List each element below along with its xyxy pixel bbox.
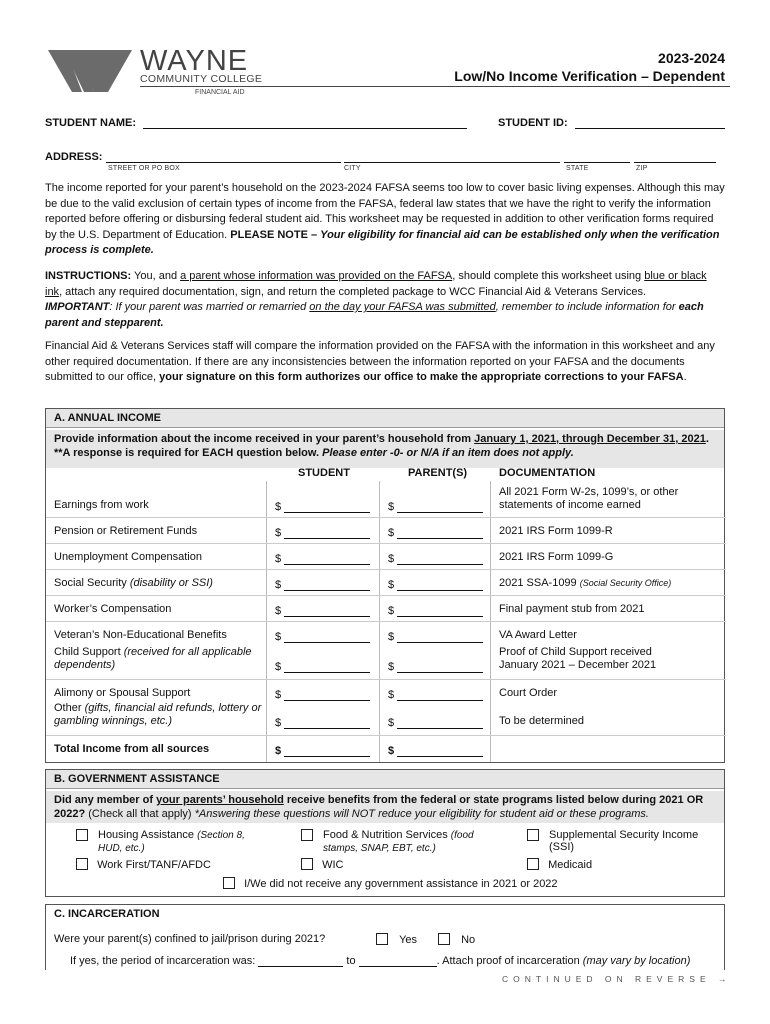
instructions-text-1: You, and bbox=[134, 270, 178, 282]
wayne-logo-icon bbox=[48, 48, 134, 94]
parent-veterans-input[interactable]: $ bbox=[388, 631, 483, 643]
instructions-underline-1: a parent whose information was provided on the FAFSA bbox=[180, 270, 453, 282]
option-housing[interactable] bbox=[76, 829, 256, 855]
instructions-label: INSTRUCTIONS: bbox=[45, 270, 132, 282]
important-text-1: : If your parent was married or remarried bbox=[109, 301, 307, 313]
section-b-q-2: receive benefits from the federal or state programs listed below during 2021 OR 2022? bbox=[54, 794, 704, 820]
student-veterans-input[interactable]: $ bbox=[275, 631, 370, 643]
food-detail: (food stamps, SNAP, EBT, etc.) bbox=[323, 830, 474, 854]
form-title: Low/No Income Verification – Dependent bbox=[454, 68, 725, 84]
row-label: Alimony or Spousal Support bbox=[54, 687, 191, 699]
student-name-line[interactable] bbox=[143, 117, 467, 129]
col-parents: PARENT(S) bbox=[408, 467, 468, 479]
section-annual-income bbox=[45, 408, 725, 763]
no-label: No bbox=[461, 934, 476, 946]
income-row-workers-comp bbox=[46, 595, 726, 621]
section-b-q-italic: *Answering these questions will NOT reduce your eligibility for student aid or these programs. bbox=[194, 808, 649, 820]
section-a-desc-dates: January 1, 2021, through December 31, 2021 bbox=[474, 433, 706, 445]
address-label: ADDRESS: bbox=[45, 151, 103, 163]
zip-line[interactable] bbox=[634, 151, 716, 163]
student-name-field[interactable] bbox=[45, 117, 467, 129]
section-b-q-3: (Check all that apply) bbox=[88, 808, 192, 820]
row-doc: VA Award Letter bbox=[499, 629, 577, 641]
student-pension-input[interactable]: $ bbox=[275, 527, 370, 539]
period-italic: (may vary by location) bbox=[582, 955, 691, 967]
student-unemployment-input[interactable]: $ bbox=[275, 553, 370, 565]
housing-detail: (Section 8, HUD, etc.) bbox=[98, 830, 245, 854]
section-a-title: A. ANNUAL INCOME bbox=[46, 409, 724, 428]
ssi-checkbox[interactable] bbox=[527, 829, 539, 841]
important-underline: on the day your FAFSA was submitted bbox=[309, 301, 496, 313]
row-label: Worker’s Compensation bbox=[54, 603, 172, 615]
city-caption: CITY bbox=[344, 165, 361, 172]
student-workers-comp-input[interactable]: $ bbox=[275, 605, 370, 617]
state-caption: STATE bbox=[566, 165, 589, 172]
instructions-underline-2: blue or black ink bbox=[45, 270, 707, 298]
row-label: Social Security (disability or SSI) bbox=[54, 577, 213, 589]
student-total-input[interactable]: $ bbox=[275, 745, 370, 757]
period-start-input[interactable] bbox=[258, 955, 343, 967]
period-label: If yes, the period of incarceration was: bbox=[70, 955, 256, 967]
ssi-label: Supplemental Security Income (SSI) bbox=[549, 829, 699, 853]
department-name: FINANCIAL AID bbox=[195, 89, 245, 96]
section-a-desc-2: . **A response is required for EACH question below. bbox=[54, 433, 709, 459]
student-id-label: STUDENT ID: bbox=[498, 117, 568, 129]
section-c-title: C. INCARCERATION bbox=[46, 905, 724, 923]
state-line[interactable] bbox=[564, 151, 630, 163]
income-row-other bbox=[46, 703, 726, 733]
yes-label: Yes bbox=[399, 934, 418, 946]
section-a-desc-1: Provide information about the income received in your parent’s household from bbox=[54, 433, 472, 445]
tanf-label: Work First/TANF/AFDC bbox=[97, 859, 211, 871]
option-wic[interactable] bbox=[301, 858, 343, 871]
col-documentation: DOCUMENTATION bbox=[499, 467, 596, 479]
section-b-title: B. GOVERNMENT ASSISTANCE bbox=[46, 770, 724, 789]
income-row-unemployment bbox=[46, 543, 726, 569]
col-student: STUDENT bbox=[298, 467, 350, 479]
street-line[interactable] bbox=[106, 151, 341, 163]
student-id-field[interactable] bbox=[498, 117, 725, 129]
option-ssi[interactable] bbox=[527, 829, 717, 853]
student-child-support-input[interactable]: $ bbox=[275, 661, 370, 673]
parent-ss-input[interactable]: $ bbox=[388, 579, 483, 591]
student-id-line[interactable] bbox=[575, 117, 725, 129]
section-a-desc-italic: Please enter -0- or N/A if an item does not apply. bbox=[322, 447, 574, 459]
student-other-input[interactable]: $ bbox=[275, 717, 370, 729]
row-label: Unemployment Compensation bbox=[54, 551, 202, 563]
student-name-label: STUDENT NAME: bbox=[45, 117, 137, 129]
option-none[interactable] bbox=[223, 877, 558, 890]
income-row-earnings bbox=[46, 486, 726, 517]
college-name: WAYNE bbox=[140, 45, 249, 77]
parent-earnings-input[interactable]: $ bbox=[388, 501, 483, 513]
continued-on-reverse: CONTINUED ON REVERSE → bbox=[502, 974, 732, 984]
option-medicaid[interactable] bbox=[527, 858, 592, 871]
comparison-text: Financial Aid & Veterans Services staff will compare the information provided on the FAFSA with the information in this worksheet and any other required documentation. If there are any inconsistencies between the information reported on your FAFSA and the documents submitted to our office, bbox=[45, 340, 715, 383]
section-b-q-1: Did any member of bbox=[54, 794, 154, 806]
row-doc: 2021 SSA-1099 (Social Security Office) bbox=[499, 577, 672, 589]
option-food[interactable] bbox=[301, 829, 501, 855]
parent-other-input[interactable]: $ bbox=[388, 717, 483, 729]
income-row-veterans bbox=[46, 621, 726, 647]
food-checkbox[interactable] bbox=[301, 829, 313, 841]
medicaid-label: Medicaid bbox=[548, 859, 593, 871]
instructions-text-2: , should complete this worksheet using bbox=[452, 270, 642, 282]
college-subtitle: COMMUNITY COLLEGE bbox=[140, 73, 263, 85]
section-b-q-household: your parents’ household bbox=[156, 794, 284, 806]
row-label: Child Support (received for all applicable dependents) bbox=[54, 646, 252, 671]
comparison-bold: your signature on this form authorizes our office to make the appropriate corrections to your FAFSA bbox=[159, 371, 684, 383]
period-attach: . Attach proof of incarceration bbox=[436, 955, 580, 967]
instructions-text-3: , attach any required documentation, sign, and return the completed package to WCC Financial Aid & Veterans Services. bbox=[59, 285, 647, 298]
none-checkbox[interactable] bbox=[223, 877, 235, 889]
row-label: Pension or Retirement Funds bbox=[54, 525, 198, 537]
header-rule bbox=[140, 86, 730, 87]
row-doc: Court Order bbox=[499, 687, 558, 699]
food-label: Food & Nutrition Services bbox=[323, 829, 448, 841]
period-to: to bbox=[346, 955, 356, 967]
intro-text: The income reported for your parent’s household on the 2023-2024 FAFSA seems too low to cover basic living expenses. Although this may be due to the valid exclusion of certain types of income from the FAFSA, federal law states that we have the right to verify the information reported before offering or disbursing federal student aid. This worksheet may be requested in addition to other verification forms required by the U.S. Department of Education. bbox=[45, 182, 725, 241]
intro-note-label: PLEASE NOTE – bbox=[230, 228, 318, 241]
comparison-paragraph: Financial Aid & Veterans Services staff will compare the information provided on the FAFSA with the information in this worksheet and any other required documentation. If there are any inconsistencies between the information reported on your FAFSA and the documents submitted to our office, your signature on this form authorizes our office to make the appropriate corrections to your FAFSA. bbox=[45, 340, 715, 383]
income-row-child-support bbox=[46, 645, 726, 677]
section-a-description bbox=[46, 430, 724, 468]
parent-total-input[interactable]: $ bbox=[388, 745, 483, 757]
section-government-assistance bbox=[45, 769, 725, 897]
city-line[interactable] bbox=[344, 151, 560, 163]
row-doc: 2021 IRS Form 1099-G bbox=[499, 551, 614, 563]
parent-unemployment-input[interactable]: $ bbox=[388, 553, 483, 565]
instructions-paragraph bbox=[45, 269, 725, 331]
student-ss-input[interactable]: $ bbox=[275, 579, 370, 591]
period-end-input[interactable] bbox=[359, 955, 437, 967]
college-logo bbox=[48, 48, 134, 94]
intro-note-text: Your eligibility for financial aid can be established only when the verification process is complete. bbox=[45, 228, 720, 256]
student-alimony-input[interactable]: $ bbox=[275, 689, 370, 701]
wic-label: WIC bbox=[322, 859, 344, 871]
section-b-question bbox=[46, 791, 724, 823]
incarceration-no[interactable] bbox=[438, 933, 475, 946]
row-label: Veteran’s Non-Educational Benefits bbox=[54, 629, 227, 641]
housing-label: Housing Assistance bbox=[98, 829, 194, 841]
important-text-3: each parent and stepparent. bbox=[45, 301, 704, 329]
option-tanf[interactable] bbox=[76, 858, 211, 871]
medicaid-checkbox[interactable] bbox=[527, 858, 539, 870]
important-label: IMPORTANT bbox=[45, 301, 110, 313]
row-doc: 2021 IRS Form 1099-R bbox=[499, 525, 613, 537]
row-doc: Proof of Child Support received January 2021 – December 2021 bbox=[499, 646, 657, 671]
row-label: Other (gifts, financial aid refunds, lottery or gambling winnings, etc.) bbox=[54, 702, 262, 727]
important-text-2: , remember to include information for bbox=[495, 301, 676, 313]
none-label: I/We did not receive any government assistance in 2021 or 2022 bbox=[244, 878, 558, 890]
yes-checkbox[interactable] bbox=[376, 933, 388, 945]
row-doc: To be determined bbox=[499, 715, 584, 727]
form-year: 2023-2024 bbox=[658, 50, 725, 66]
zip-caption: ZIP bbox=[636, 165, 648, 172]
parent-child-support-input[interactable]: $ bbox=[388, 661, 483, 673]
parent-alimony-input[interactable]: $ bbox=[388, 689, 483, 701]
income-row-total bbox=[46, 735, 726, 761]
incarceration-period bbox=[70, 955, 690, 967]
street-caption: STREET OR PO BOX bbox=[108, 165, 180, 172]
row-doc: All 2021 Form W-2s, 1099’s, or other statements of income earned bbox=[499, 486, 679, 511]
incarceration-yes[interactable] bbox=[376, 933, 417, 946]
parent-pension-input[interactable]: $ bbox=[388, 527, 483, 539]
row-doc: Final payment stub from 2021 bbox=[499, 603, 645, 615]
intro-paragraph bbox=[45, 181, 725, 259]
income-row-social-security bbox=[46, 569, 726, 595]
incarceration-question: Were your parent(s) confined to jail/prison during 2021? bbox=[54, 933, 326, 945]
row-label: Total Income from all sources bbox=[54, 743, 210, 755]
tanf-checkbox[interactable] bbox=[76, 858, 88, 870]
parent-workers-comp-input[interactable]: $ bbox=[388, 605, 483, 617]
wic-checkbox[interactable] bbox=[301, 858, 313, 870]
row-label: Earnings from work bbox=[54, 499, 149, 511]
section-incarceration bbox=[45, 904, 725, 970]
no-checkbox[interactable] bbox=[438, 933, 450, 945]
housing-checkbox[interactable] bbox=[76, 829, 88, 841]
student-earnings-input[interactable]: $ bbox=[275, 501, 370, 513]
income-row-pension bbox=[46, 517, 726, 543]
